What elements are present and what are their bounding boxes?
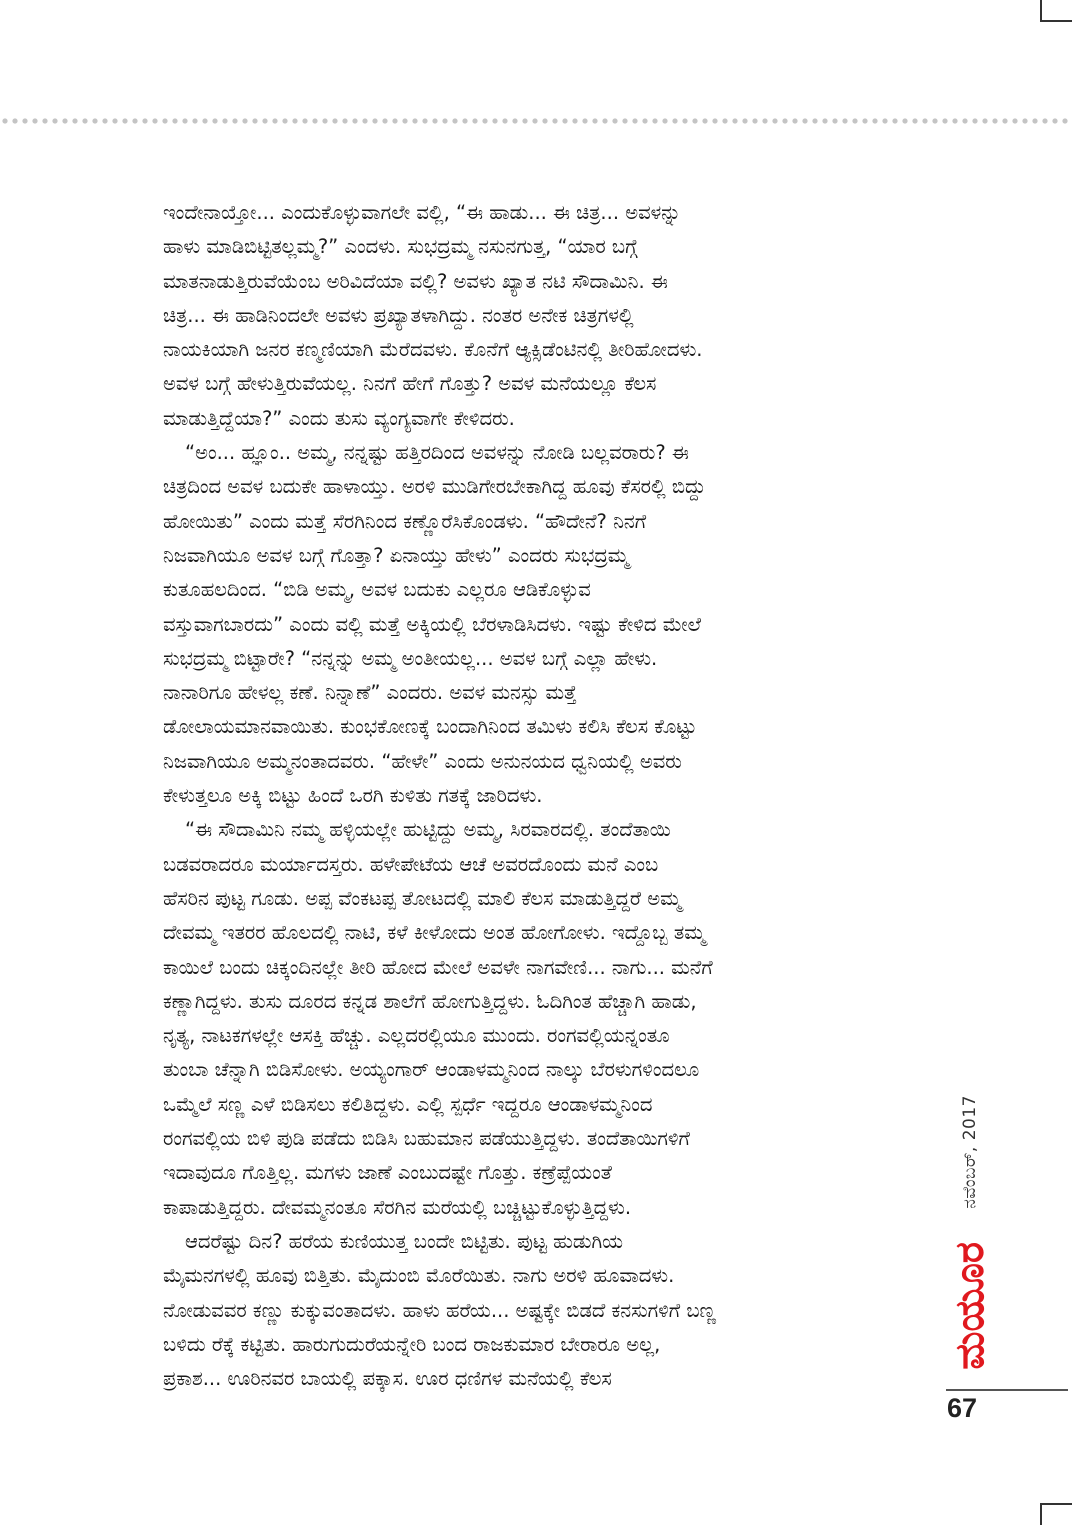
text-line: ಹಾಳು ಮಾಡಿಬಿಟ್ಟಿತಲ್ಲಮ್ಮ?” ಎಂದಳು. ಸುಭದ್ರಮ್ಮ ನಸುನಗುತ್ತ, “ಯಾರ ಬಗ್ಗೆ <box>163 235 638 259</box>
crop-mark-top-horizontal <box>1040 20 1072 22</box>
text-line: ಕೇಳುತ್ತಲೂ ಅಕ್ಕಿ ಬಿಟ್ಟು ಹಿಂದೆ ಒರಗಿ ಕುಳಿತು ಗತಕ್ಕೆ ಜಾರಿದಳು. <box>163 784 543 808</box>
text-line: ಮೈಮನಗಳಲ್ಲಿ ಹೂವು ಬಿತ್ತಿತು. ಮೈದುಂಬಿ ಮೊರೆಯಿತು. ನಾಗು ಅರಳಿ ಹೂವಾದಳು. <box>163 1264 675 1288</box>
text-line: ಇದಾವುದೂ ಗೊತ್ತಿಲ್ಲ. ಮಗಳು ಜಾಣೆ ಎಂಬುದಷ್ಟೇ ಗೊತ್ತು. ಕಣ್ರೆಪ್ಪೆಯಂತೆ <box>163 1161 612 1185</box>
text-line: “ಈ ಸೌದಾಮಿನಿ ನಮ್ಮ ಹಳ್ಳಿಯಲ್ಲೇ ಹುಟ್ಟಿದ್ದು ಅಮ್ಮ, ಸಿರವಾರದಲ್ಲಿ. ತಂದೆತಾಯಿ <box>185 818 671 842</box>
page-number: 67 <box>947 1393 978 1423</box>
text-line: ನಾನಾರಿಗೂ ಹೇಳಲ್ಲ ಕಣೆ. ನಿನ್ನಾಣೆ” ಎಂದರು. ಅವಳ ಮನಸ್ಸು ಮತ್ತೆ <box>163 681 577 705</box>
text-line: ಆದರೆಷ್ಟು ದಿನ? ಹರೆಯ ಕುಣಿಯುತ್ತ ಬಂದೇ ಬಿಟ್ಟಿತು. ಪುಟ್ಟ ಹುಡುಗಿಯ <box>185 1229 624 1253</box>
text-line: ಚಿತ್ರ... ಈ ಹಾಡಿನಿಂದಲೇ ಅವಳು ಪ್ರಖ್ಯಾತಳಾಗಿದ್ದು. ನಂತರ ಅನೇಕ ಚಿತ್ರಗಳಲ್ಲಿ <box>163 303 634 327</box>
text-line: ನೋಡುವವರ ಕಣ್ಣು ಕುಕ್ಕುವಂತಾದಳು. ಹಾಳು ಹರೆಯ... ಅಷ್ಟಕ್ಕೇ ಬಿಡದೆ ಕನಸುಗಳಿಗೆ ಬಣ್ಣ <box>163 1298 717 1322</box>
page-number-rule <box>946 1389 1068 1391</box>
text-line: “ಅಂ... ಹ್ಞೂಂ.. ಅಮ್ಮ, ನನ್ನಷ್ಟು ಹತ್ತಿರದಿಂದ ಅವಳನ್ನು ನೋಡಿ ಬಲ್ಲವರಾರು? ಈ <box>185 441 689 465</box>
text-line: ನಾಯಕಿಯಾಗಿ ಜನರ ಕಣ್ಮಣಿಯಾಗಿ ಮೆರೆದವಳು. ಕೊನೆಗೆ ಆ್ಯಕ್ಸಿಡೆಂಟಿನಲ್ಲಿ ತೀರಿಹೋದಳು. <box>163 338 703 362</box>
text-line: ಹೆಸರಿನ ಪುಟ್ಟ ಗೂಡು. ಅಪ್ಪ ವೆಂಕಟಪ್ಪ ತೋಟದಲ್ಲಿ ಮಾಲಿ ಕೆಲಸ ಮಾಡುತ್ತಿದ್ದರೆ ಅಮ್ಮ <box>163 886 682 910</box>
dotted-divider <box>0 117 1072 125</box>
text-line: ಪ್ರಕಾಶ... ಊರಿನವರ ಬಾಯಲ್ಲಿ ಪಕ್ಕಾಸ. ಊರ ಧಣಿಗಳ ಮನೆಯಲ್ಲಿ ಕೆಲಸ <box>163 1367 612 1391</box>
article-body <box>163 196 913 1396</box>
text-line: ಮಾತನಾಡುತ್ತಿರುವೆಯೆಂಬ ಅರಿವಿದೆಯಾ ವಲ್ಲಿ? ಅವಳು ಖ್ಯಾತ ನಟಿ ಸೌದಾಮಿನಿ. ಈ <box>163 269 668 293</box>
text-line: ರಂಗವಲ್ಲಿಯ ಬಿಳಿ ಪುಡಿ ಪಡೆದು ಬಿಡಿಸಿ ಬಹುಮಾನ ಪಡೆಯುತ್ತಿದ್ದಳು. ತಂದೆತಾಯಿಗಳಿಗೆ <box>163 1127 690 1151</box>
crop-mark-bottom-horizontal <box>1040 1503 1072 1505</box>
text-line: ಮಾಡುತ್ತಿದ್ದೆಯಾ?” ಎಂದು ತುಸು ವ್ಯಂಗ್ಯವಾಗೇ ಕೇಳಿದರು. <box>163 406 515 430</box>
text-line: ಬಡವರಾದರೂ ಮರ್ಯಾದಸ್ತರು. ಹಳೇಪೇಟೆಯ ಆಚೆ ಅವರದೊಂದು ಮನೆ ಎಂಬ <box>163 852 659 876</box>
text-line: ತುಂಬಾ ಚೆನ್ನಾಗಿ ಬಿಡಿಸೋಳು. ಅಯ್ಯಂಗಾರ್ ಆಂಡಾಳಮ್ಮನಿಂದ ನಾಲ್ಕು ಬೆರಳುಗಳಿಂದಲೂ <box>163 1058 700 1082</box>
text-line: ಅವಳ ಬಗ್ಗೆ ಹೇಳುತ್ತಿರುವೆಯಲ್ಲ. ನಿನಗೆ ಹೇಗೆ ಗೊತ್ತು? ಅವಳ ಮನೆಯಲ್ಲೂ ಕೆಲಸ <box>163 372 657 396</box>
text-line: ಒಮ್ಮೆಲೆ ಸಣ್ಣ ಎಳೆ ಬಿಡಿಸಲು ಕಲಿತಿದ್ದಳು. ಎಲ್ಲಿ ಸ್ಪರ್ಧೆ ಇದ್ದರೂ ಆಂಡಾಳಮ್ಮನಿಂದ <box>163 1092 653 1116</box>
text-line: ಹೋಯಿತು” ಎಂದು ಮತ್ತೆ ಸೆರಗಿನಿಂದ ಕಣ್ಣೊರೆಸಿಕೊಂಡಳು. “ಹೌದೇನೆ? ನಿನಗೆ <box>163 509 647 533</box>
text-line: ನಿಜವಾಗಿಯೂ ಅವಳ ಬಗ್ಗೆ ಗೊತ್ತಾ? ಏನಾಯ್ತು ಹೇಳು” ಎಂದರು ಸುಭದ್ರಮ್ಮ <box>163 543 629 567</box>
text-line: ಚಿತ್ರದಿಂದ ಅವಳ ಬದುಕೇ ಹಾಳಾಯ್ತು. ಅರಳಿ ಮುಡಿಗೇರಬೇಕಾಗಿದ್ದ ಹೂವು ಕೆಸರಲ್ಲಿ ಬಿದ್ದು <box>163 475 706 499</box>
text-line: ಬಳಿದು ರೆಕ್ಕೆ ಕಟ್ಟಿತು. ಹಾರುಗುದುರೆಯನ್ನೇರಿ ಬಂದ ರಾಜಕುಮಾರ ಬೇರಾರೂ ಅಲ್ಲ, <box>163 1332 661 1356</box>
issue-date: ನವೆಂಬರ್, 2017 <box>960 1095 980 1209</box>
crop-mark-bottom <box>1040 1503 1042 1525</box>
text-line: ನಿಜವಾಗಿಯೂ ಅಮ್ಮನಂತಾದವರು. “ಹೇಳೇ” ಎಂದು ಅನುನಯದ ಧ್ವನಿಯಲ್ಲಿ ಅವರು <box>163 749 682 773</box>
text-line: ನೃತ್ಯ, ನಾಟಕಗಳಲ್ಲೇ ಆಸಕ್ತಿ ಹೆಚ್ಚು. ಎಲ್ಲದರಲ್ಲಿಯೂ ಮುಂದು. ರಂಗವಲ್ಲಿಯನ್ನಂತೂ <box>163 1024 670 1048</box>
text-line: ಕಾಯಿಲೆ ಬಂದು ಚಿಕ್ಕಂದಿನಲ್ಲೇ ತೀರಿ ಹೋದ ಮೇಲೆ ಅವಳೇ ನಾಗವೇಣಿ... ನಾಗು... ಮನೆಗೆ <box>163 955 713 979</box>
magazine-logo: ಮಯೂರ <box>947 1242 993 1370</box>
text-line: ಡೋಲಾಯಮಾನವಾಯಿತು. ಕುಂಭಕೋಣಕ್ಕೆ ಬಂದಾಗಿನಿಂದ ತಮಿಳು ಕಲಿಸಿ ಕೆಲಸ ಕೊಟ್ಟು <box>163 715 697 739</box>
text-line: ಸುಭದ್ರಮ್ಮ ಬಿಟ್ಟಾರೇ? “ನನ್ನನ್ನು ಅಮ್ಮ ಅಂತೀಯಲ್ಲ... ಅವಳ ಬಗ್ಗೆ ಎಲ್ಲಾ ಹೇಳು. <box>163 646 658 670</box>
text-line: ವಸ್ತುವಾಗಬಾರದು” ಎಂದು ವಲ್ಲಿ ಮತ್ತೆ ಅಕ್ಕಿಯಲ್ಲಿ ಬೆರಳಾಡಿಸಿದಳು. ಇಷ್ಟು ಕೇಳಿದ ಮೇಲೆ <box>163 612 702 636</box>
text-line: ದೇವಮ್ಮ ಇತರರ ಹೊಲದಲ್ಲಿ ನಾಟಿ, ಕಳೆ ಕೀಳೋದು ಅಂತ ಹೋಗೋಳು. ಇದ್ದೊಬ್ಬ ತಮ್ಮ <box>163 921 706 945</box>
text-line: ಕಾಪಾಡುತ್ತಿದ್ದರು. ದೇವಮ್ಮನಂತೂ ಸೆರಗಿನ ಮರೆಯಲ್ಲಿ ಬಚ್ಚಿಟ್ಟುಕೊಳ್ಳುತ್ತಿದ್ದಳು. <box>163 1195 632 1219</box>
text-line: ಕಣ್ಣಾಗಿದ್ದಳು. ತುಸು ದೂರದ ಕನ್ನಡ ಶಾಲೆಗೆ ಹೋಗುತ್ತಿದ್ದಳು. ಓದಿಗಿಂತ ಹೆಚ್ಚಾಗಿ ಹಾಡು, <box>163 989 697 1013</box>
text-line: ಇಂದೇನಾಯ್ತೋ... ಎಂದುಕೊಳ್ಳುವಾಗಲೇ ವಲ್ಲಿ, “ಈ ಹಾಡು... ಈ ಚಿತ್ರ... ಅವಳನ್ನು <box>163 201 681 224</box>
text-line: ಕುತೂಹಲದಿಂದ. “ಬಿಡಿ ಅಮ್ಮ, ಅವಳ ಬದುಕು ಎಲ್ಲರೂ ಆಡಿಕೊಳ್ಳುವ <box>163 578 591 602</box>
crop-mark-top <box>1040 0 1042 22</box>
